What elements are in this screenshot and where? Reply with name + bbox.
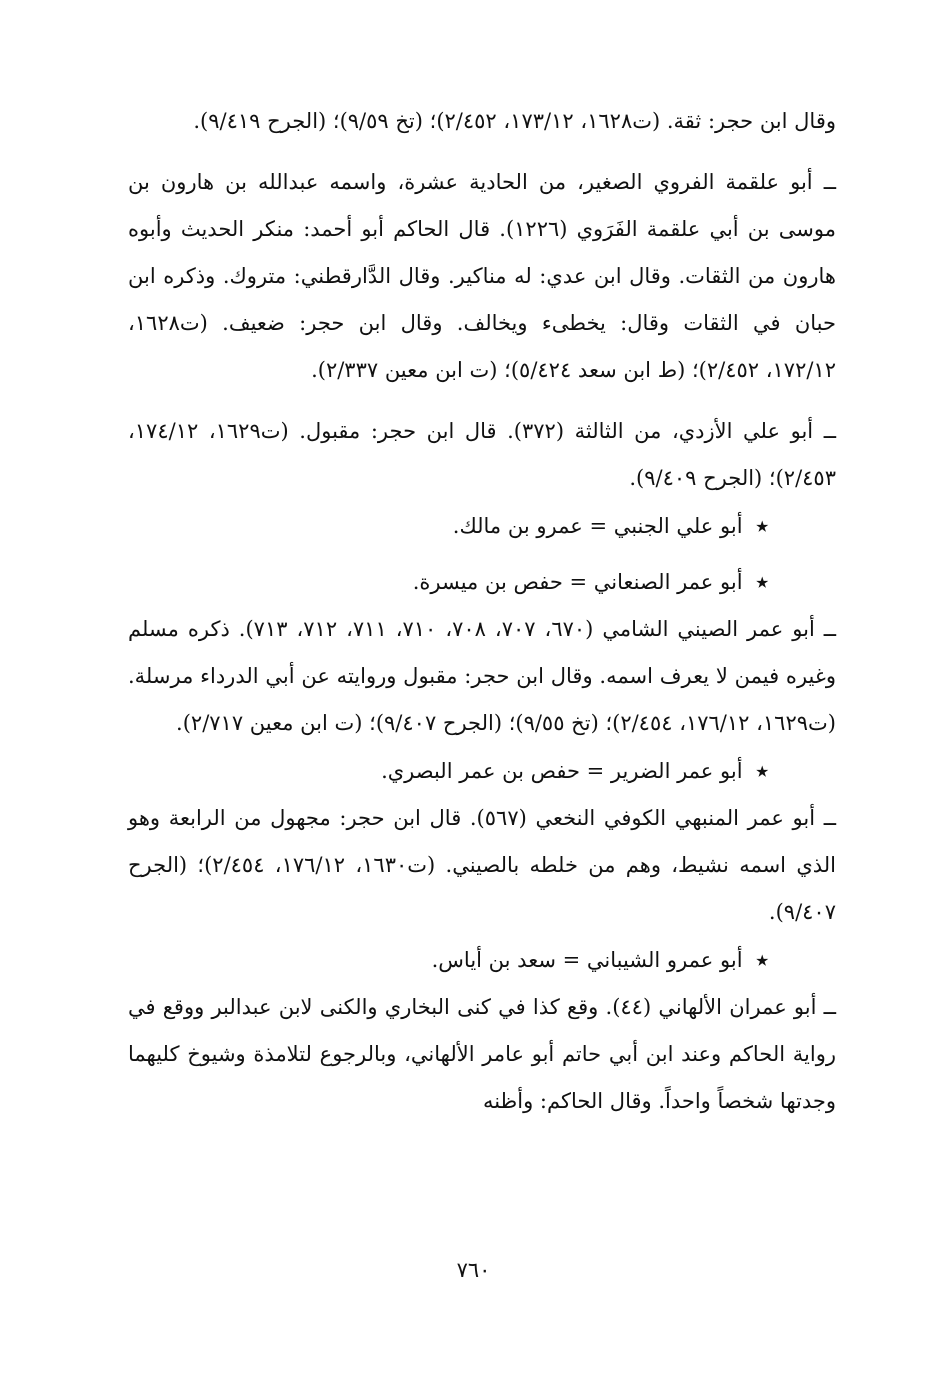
biography-entry: ــ أبو علقمة الفروي الصغير، من الحادية عشرة، واسمه عبدالله بن هارون بن موسى بن أبي علقمة الفَرَوي (١٢٢٦). قال الحاكم أبو أحمد: منكر الحديث وأبوه هارون من الثقات. وقال ابن عدي: له مناكير. وقال الدَّارقطني: متروك. وذكره ابن حبان في الثقات وقال: يخطىء ويخالف. وقال ابن حجر: ضعيف. (ت١٦٢٨، ١٧٢/١٢، ٢/٤٥٢)؛ (ط ابن سعد ٥/٤٢٤)؛ (ت ابن معين ٢/٣٣٧). xyxy=(128,170,836,382)
biography-entry: ــ أبو عمر الصيني الشامي (٦٧٠، ٧٠٧، ٧٠٨، ٧١٠، ٧١١، ٧١٢، ٧١٣). ذكره مسلم وغيره فيمن لا يعرف اسمه. وقال ابن حجر: مقبول وروايته عن أبي الدرداء مرسلة. (ت١٦٢٩، ١٧٦/١٢، ٢/٤٥٤)؛ (تخ ٩/٥٥)؛ (الجرح ٩/٤٠٧)؛ (ت ابن معين ٢/٧١٧). xyxy=(128,617,837,735)
biography-entry: ــ أبو عمران الألهاني (٤٤). وقع كذا في كنى البخاري والكنى لابن عبدالبر ووقع في رواية الحاكم وعند ابن أبي حاتم أبو عامر الألهاني، وبالرجوع لتلامذة وشيوخ كليهما وجدتها شخصاً واحداً. وقال الحاكم: وأظنه xyxy=(128,995,836,1113)
cross-reference xyxy=(128,558,836,606)
biography-entry: وقال ابن حجر: ثقة. (ت١٦٢٨، ١٧٣/١٢، ٢/٤٥٢)؛ (تخ ٩/٥٩)؛ (الجرح ٩/٤١٩). xyxy=(193,109,836,133)
cross-reference-text: أبو عمرو الشيباني = سعد بن أياس. xyxy=(431,948,743,972)
asterisk-icon: ٭ xyxy=(756,758,768,783)
asterisk-icon: ٭ xyxy=(756,513,768,538)
cross-reference-text: أبو عمر الصنعاني = حفص بن ميسرة. xyxy=(412,570,743,594)
asterisk-icon: ٭ xyxy=(756,569,768,594)
page-number: ٧٦٠ xyxy=(456,1258,491,1282)
page-body xyxy=(128,98,836,1125)
cross-reference-text: أبو علي الجنبي = عمرو بن مالك. xyxy=(452,514,743,538)
cross-reference-text: أبو عمر الضرير = حفص بن عمر البصري. xyxy=(381,759,743,783)
cross-reference xyxy=(128,502,836,550)
cross-reference xyxy=(128,936,836,984)
biography-entry: ــ أبو عمر المنبهي الكوفي النخعي (٥٦٧). قال ابن حجر: مجهول من الرابعة وهو الذي اسمه نشيط، وهم من خلطه بالصيني. (ت١٦٣٠، ١٧٦/١٢، ٢/٤٥٤)؛ (الجرح ٩/٤٠٧). xyxy=(128,806,837,924)
cross-reference xyxy=(128,747,836,795)
biography-entry: ــ أبو علي الأزدي، من الثالثة (٣٧٢). قال ابن حجر: مقبول. (ت١٦٢٩، ١٧٤/١٢، ٢/٤٥٣)؛ (الجرح ٩/٤٠٩). xyxy=(128,419,837,490)
asterisk-icon: ٭ xyxy=(756,947,768,972)
